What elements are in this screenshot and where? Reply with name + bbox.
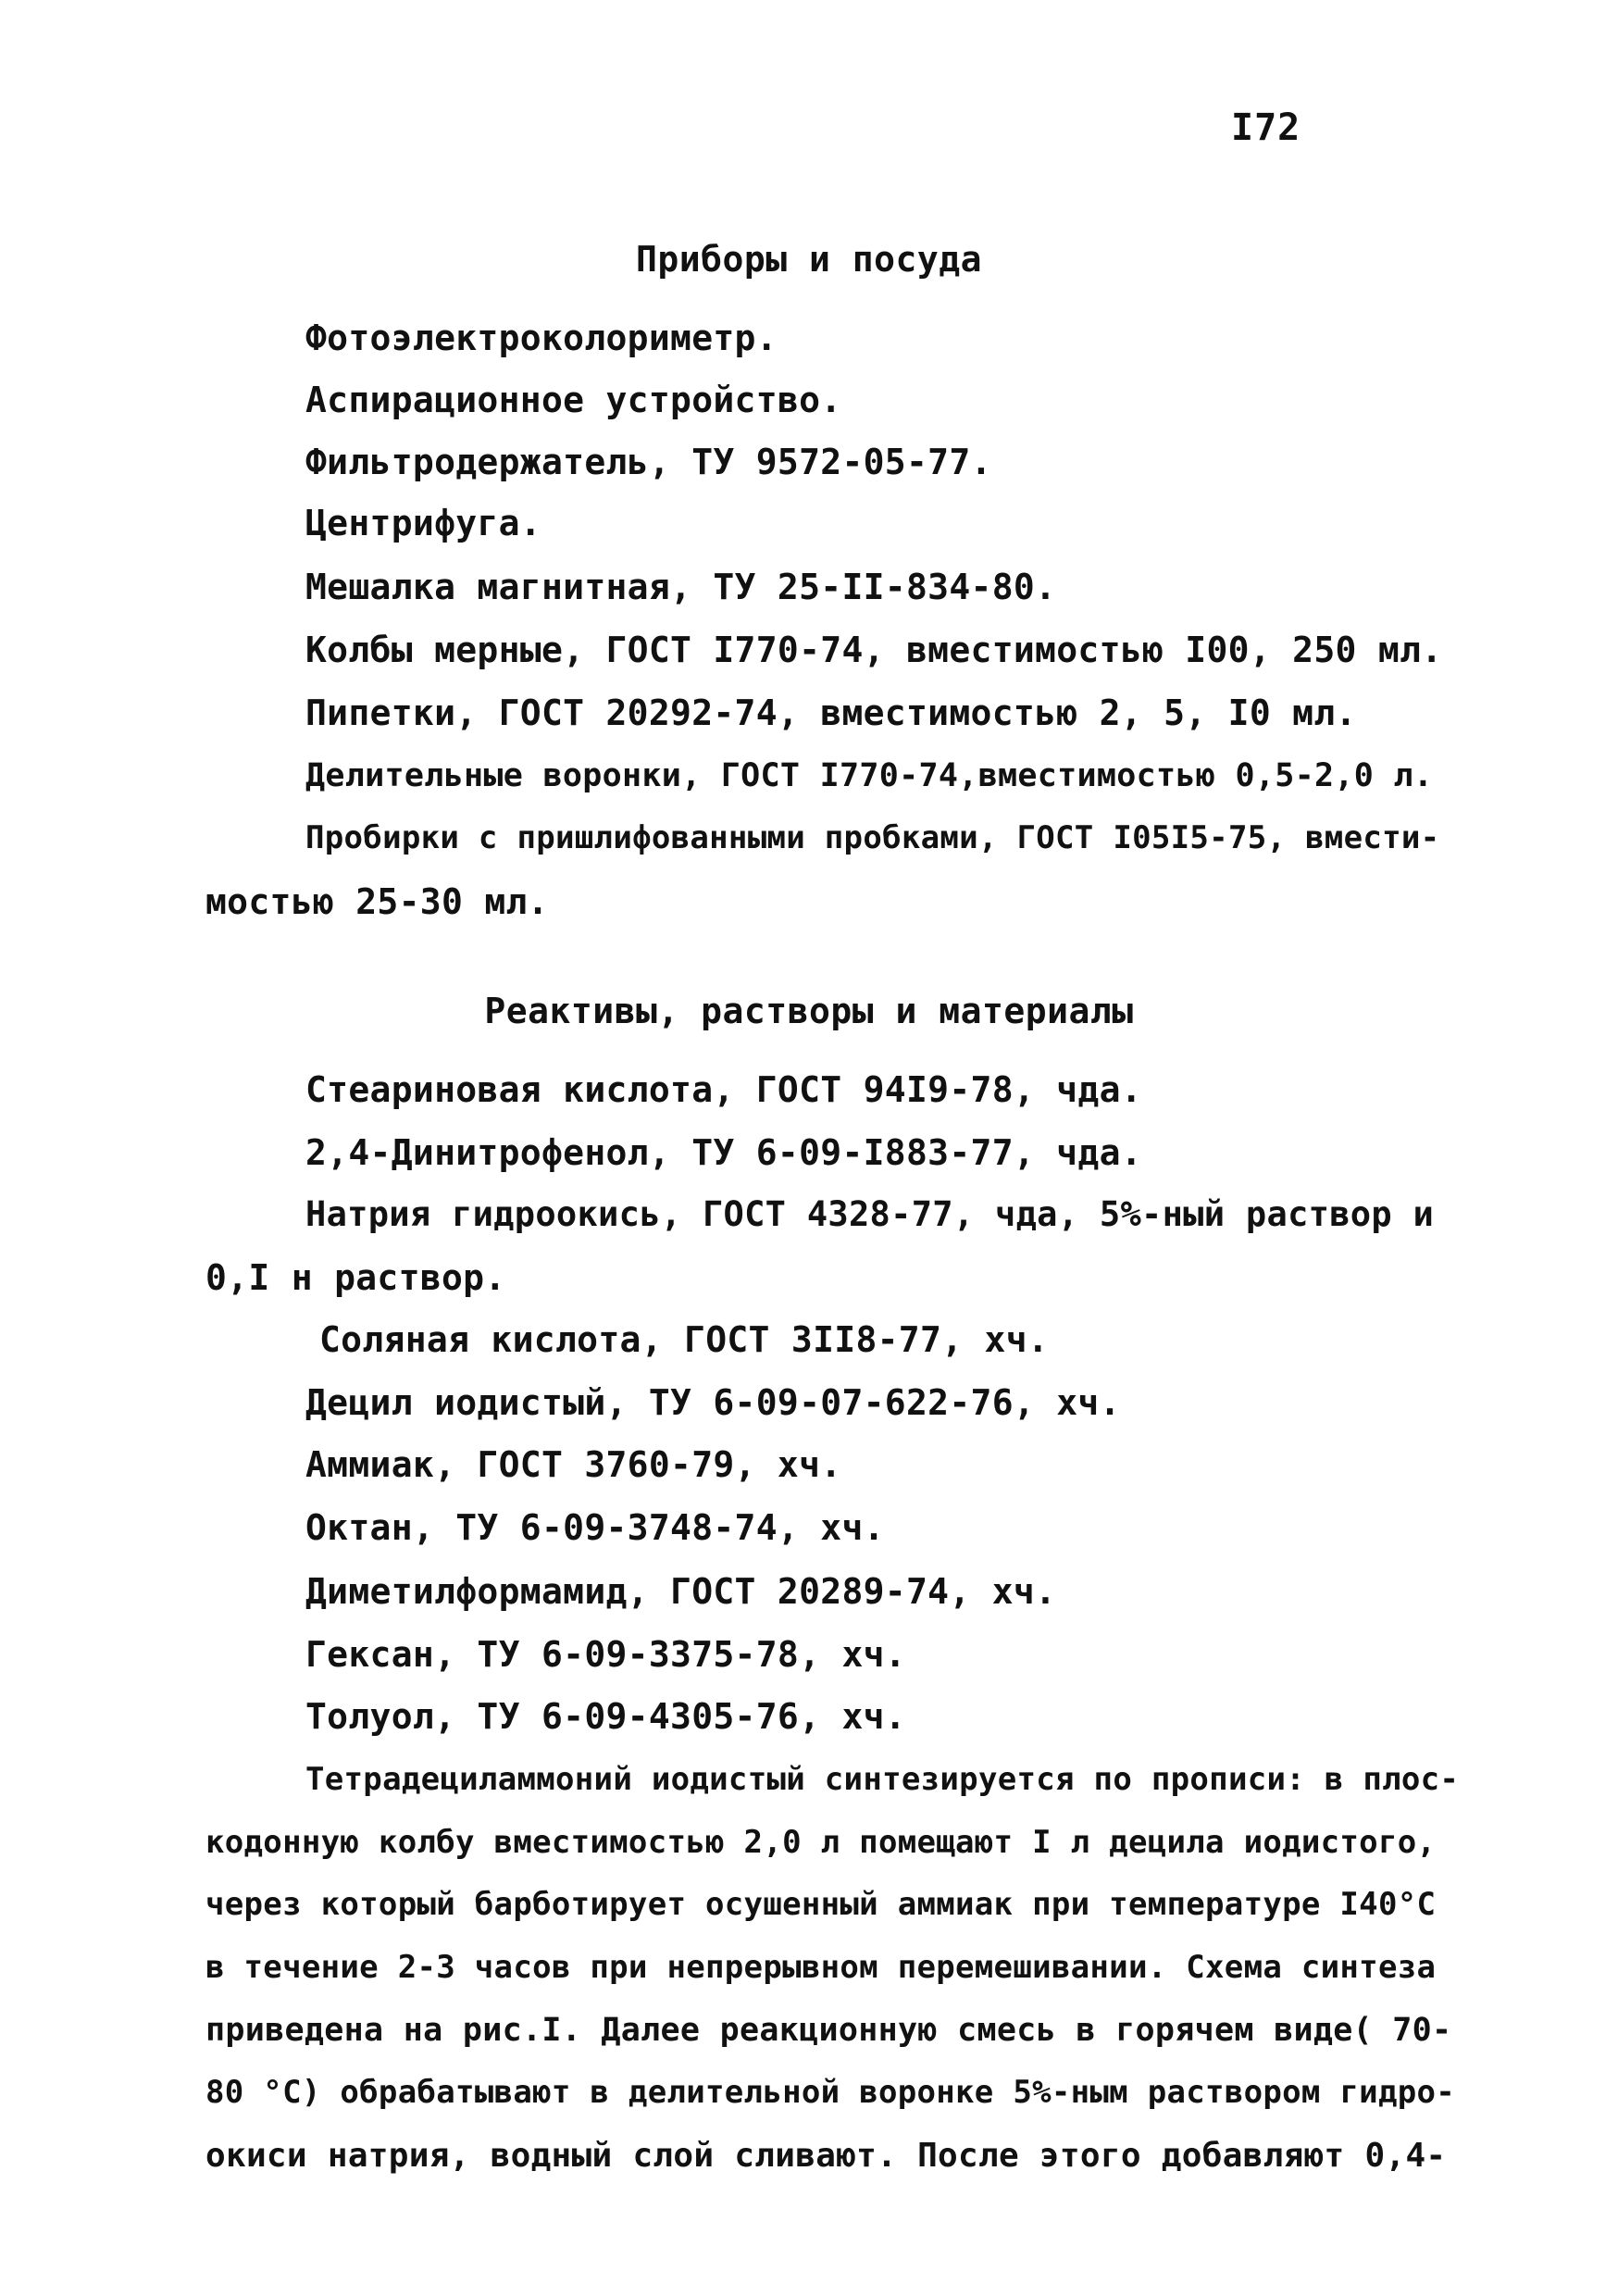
reagent-item: 2,4-Динитрофенол, ТУ 6-09-I883-77, чда.	[305, 1132, 1142, 1173]
equipment-item: Центрифуга.	[305, 503, 541, 543]
section-heading-equipment: Приборы и посуда	[635, 239, 983, 280]
reagent-item-continuation: 0,I н раствор.	[205, 1257, 506, 1298]
reagent-item: Аммиак, ГОСТ 3760-79, хч.	[305, 1444, 842, 1485]
equipment-item: Фильтродержатель, ТУ 9572-05-77.	[305, 442, 992, 482]
equipment-item: Пробирки с пришлифованными пробками, ГОСТ I05I5-75, вмести-	[305, 819, 1440, 856]
paragraph-line: Тетрадециламмоний иодистый синтезируется по прописи: в плос-	[305, 1761, 1460, 1798]
equipment-item: Аспирационное устройство.	[305, 380, 842, 420]
reagent-item: Толуол, ТУ 6-09-4305-76, хч.	[305, 1696, 906, 1737]
equipment-item: Мешалка магнитная, ТУ 25-II-834-80.	[305, 567, 1057, 607]
paragraph-line: приведена на рис.I. Далее реакционную смесь в горячем виде( 70-	[205, 2012, 1452, 2049]
reagent-item: Октан, ТУ 6-09-3748-74, хч.	[305, 1507, 885, 1548]
paragraph-line: в течение 2-3 часов при непрерывном перемешивании. Схема синтеза	[205, 1949, 1437, 1986]
equipment-item: Фотоэлектроколориметр.	[305, 318, 778, 358]
equipment-item-continuation: мостью 25-30 мл.	[205, 881, 549, 922]
equipment-item: Колбы мерные, ГОСТ I770-74, вместимостью I00, 250 мл.	[305, 630, 1443, 670]
paragraph-line: 80 °С) обрабатывают в делительной воронке 5%-ным раствором гидро-	[205, 2074, 1456, 2111]
page-number: I72	[1231, 106, 1301, 149]
paragraph-line: окиси натрия, водный слой сливают. После этого добавляют 0,4-	[205, 2137, 1447, 2175]
equipment-item: Делительные воронки, ГОСТ I770-74,вместимостью 0,5-2,0 л.	[305, 757, 1434, 794]
reagent-item: Стеариновая кислота, ГОСТ 94I9-78, чда.	[305, 1069, 1142, 1110]
reagent-item: Диметилформамид, ГОСТ 20289-74, хч.	[305, 1571, 1057, 1612]
reagent-item: Гексан, ТУ 6-09-3375-78, хч.	[305, 1634, 906, 1675]
paragraph-line: через который барботирует осушенный аммиак при температуре I40°С	[205, 1886, 1437, 1923]
equipment-item: Пипетки, ГОСТ 20292-74, вместимостью 2, 5, I0 мл.	[305, 693, 1357, 733]
reagent-item: Соляная кислота, ГОСТ 3II8-77, хч.	[319, 1319, 1050, 1360]
reagent-item: Децил иодистый, ТУ 6-09-07-622-76, хч.	[305, 1382, 1121, 1423]
paragraph-line: кодонную колбу вместимостью 2,0 л помещают I л децила иодистого,	[205, 1824, 1437, 1861]
reagent-item: Натрия гидроокись, ГОСТ 4328-77, чда, 5%-ный раствор и	[305, 1194, 1435, 1234]
section-heading-reagents: Реактивы, растворы и материалы	[484, 991, 1134, 1031]
